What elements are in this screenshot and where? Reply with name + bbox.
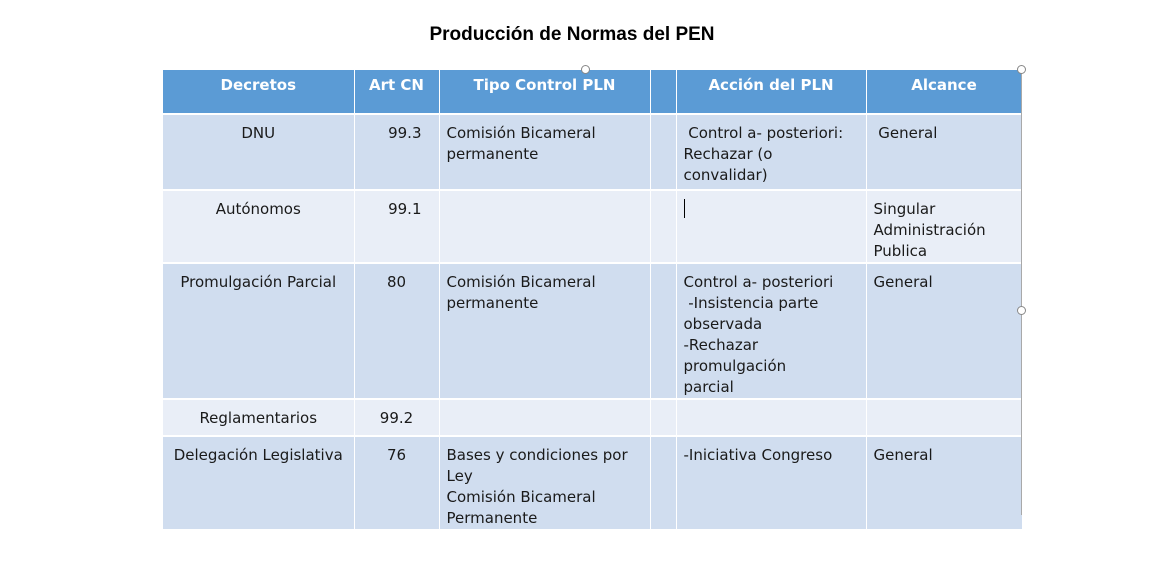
cell-line: General xyxy=(873,446,933,464)
header-alcance[interactable]: Alcance xyxy=(866,70,1022,114)
cell-line: Permanente xyxy=(446,509,538,527)
cell-line: observada xyxy=(683,315,763,333)
cell-tipo[interactable] xyxy=(439,114,650,190)
cell-line: Rechazar (o convalidar) xyxy=(683,145,773,184)
normas-table xyxy=(163,70,1023,531)
cell-tipo[interactable] xyxy=(439,399,650,436)
table-row xyxy=(163,399,1022,436)
cell-accion[interactable] xyxy=(676,399,866,436)
cell-line: Singular xyxy=(873,200,936,218)
cell-decretos[interactable]: Promulgación Parcial xyxy=(163,263,354,399)
cell-accion[interactable] xyxy=(676,436,866,530)
selection-edge xyxy=(1021,70,1022,515)
cell-tipo[interactable] xyxy=(439,436,650,530)
cell-line: Control a- posteriori xyxy=(683,273,834,291)
cell-line: Comisión Bicameral xyxy=(446,488,596,506)
cell-line: General xyxy=(873,124,938,142)
cell-alcance[interactable] xyxy=(866,263,1022,399)
page-title: Producción de Normas del PEN xyxy=(429,24,715,45)
cell-decretos[interactable]: Reglamentarios xyxy=(163,399,354,436)
resize-handle-top[interactable] xyxy=(581,65,590,74)
cell-accion[interactable] xyxy=(676,190,866,263)
cell-line: Control a- posteriori: xyxy=(683,124,844,142)
cell-art[interactable]: 99.2 xyxy=(354,399,439,436)
cell-art[interactable]: 99.3 xyxy=(354,114,439,190)
cell-line: Publica xyxy=(873,242,928,260)
cell-line: parcial xyxy=(683,378,734,396)
table-row xyxy=(163,436,1022,530)
cell-empty[interactable] xyxy=(650,190,676,263)
cell-line: Comisión Bicameral xyxy=(446,273,596,291)
cell-empty[interactable] xyxy=(650,436,676,530)
cell-line: General xyxy=(873,273,933,291)
cell-tipo[interactable] xyxy=(439,263,650,399)
cell-alcance[interactable] xyxy=(866,399,1022,436)
cell-alcance[interactable] xyxy=(866,436,1022,530)
table-row xyxy=(163,114,1022,190)
table-header-row xyxy=(163,70,1022,114)
cell-empty[interactable] xyxy=(650,114,676,190)
resize-handle-top-right[interactable] xyxy=(1017,65,1026,74)
cell-empty[interactable] xyxy=(650,399,676,436)
resize-handle-right[interactable] xyxy=(1017,306,1026,315)
table-row xyxy=(163,263,1022,399)
header-empty[interactable] xyxy=(650,70,676,114)
cell-line: permanente xyxy=(446,294,539,312)
cell-line: permanente xyxy=(446,145,539,163)
header-tipo-control[interactable]: Tipo Control PLN xyxy=(439,70,650,114)
cell-line: -Iniciativa Congreso xyxy=(683,446,833,464)
cell-tipo[interactable] xyxy=(439,190,650,263)
header-decretos[interactable]: Decretos xyxy=(163,70,354,114)
cell-empty[interactable] xyxy=(650,263,676,399)
cell-art[interactable]: 80 xyxy=(354,263,439,399)
table-row xyxy=(163,190,1022,263)
cell-line: Administración xyxy=(873,221,986,239)
cell-art[interactable]: 76 xyxy=(354,436,439,530)
cell-line: Bases y condiciones por xyxy=(446,446,628,464)
cell-accion[interactable] xyxy=(676,114,866,190)
cell-decretos[interactable]: DNU xyxy=(163,114,354,190)
cell-alcance[interactable] xyxy=(866,190,1022,263)
cell-line: -Insistencia parte xyxy=(683,294,819,312)
header-accion[interactable]: Acción del PLN xyxy=(676,70,866,114)
cell-line: Comisión Bicameral xyxy=(446,124,596,142)
cell-line: -Rechazar promulgación xyxy=(683,336,787,375)
cell-decretos[interactable]: Delegación Legislativa xyxy=(163,436,354,530)
cell-art[interactable]: 99.1 xyxy=(354,190,439,263)
text-cursor xyxy=(684,199,685,218)
cell-alcance[interactable] xyxy=(866,114,1022,190)
cell-line: Ley xyxy=(446,467,473,485)
cell-decretos[interactable]: Autónomos xyxy=(163,190,354,263)
cell-accion[interactable] xyxy=(676,263,866,399)
header-art-cn[interactable]: Art CN xyxy=(354,70,439,114)
